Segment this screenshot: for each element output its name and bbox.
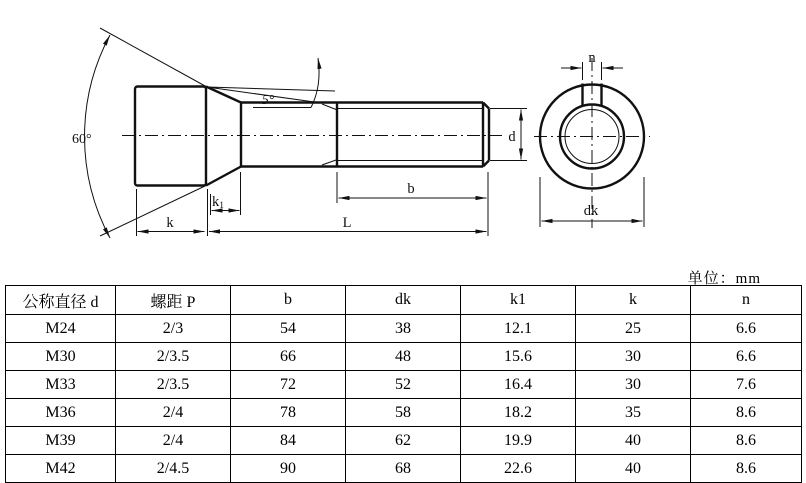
column-header-diameter: 公称直径 d bbox=[6, 286, 116, 315]
tip-chamfer bbox=[483, 103, 489, 167]
cone-construction-line-top bbox=[100, 28, 206, 87]
table-cell: 58 bbox=[346, 399, 461, 427]
table-cell: 8.6 bbox=[691, 455, 802, 483]
table-row bbox=[6, 427, 802, 455]
table-cell: 18.2 bbox=[461, 399, 576, 427]
table-cell: 68 bbox=[346, 455, 461, 483]
table-cell: 25 bbox=[576, 315, 691, 343]
thread-minor-lines bbox=[337, 109, 483, 161]
table-cell: M39 bbox=[6, 427, 116, 455]
table-cell: 38 bbox=[346, 315, 461, 343]
table-cell: 30 bbox=[576, 371, 691, 399]
table-cell: M42 bbox=[6, 455, 116, 483]
table-cell: 2/3.5 bbox=[116, 343, 231, 371]
dim-label-k1 bbox=[212, 194, 224, 211]
table-cell: 52 bbox=[346, 371, 461, 399]
table-cell: 2/4 bbox=[116, 399, 231, 427]
dim-label-b: b bbox=[407, 181, 415, 197]
table-cell: 78 bbox=[231, 399, 346, 427]
dim-label-d: d bbox=[508, 129, 516, 145]
table-row bbox=[6, 399, 802, 427]
taper-angle-label: 5° bbox=[262, 92, 275, 107]
column-header-n: n bbox=[691, 286, 802, 315]
table-cell: 8.6 bbox=[691, 399, 802, 427]
extension-lines bbox=[137, 109, 528, 237]
dimension-labels bbox=[72, 50, 599, 231]
table-cell: 2/3 bbox=[116, 315, 231, 343]
cone-construction-line-bottom bbox=[100, 186, 206, 237]
table-cell: M30 bbox=[6, 343, 116, 371]
table-cell: 35 bbox=[576, 399, 691, 427]
dim-label-k: k bbox=[166, 215, 174, 231]
table-row bbox=[6, 371, 802, 399]
bolt-side-view bbox=[85, 28, 502, 238]
table-cell: 62 bbox=[346, 427, 461, 455]
table-cell: 30 bbox=[576, 343, 691, 371]
table-cell: 84 bbox=[231, 427, 346, 455]
column-header-k: k bbox=[576, 286, 691, 315]
column-header-b: b bbox=[231, 286, 346, 315]
table-cell: 72 bbox=[231, 371, 346, 399]
table-cell: 12.1 bbox=[461, 315, 576, 343]
header-row bbox=[6, 286, 802, 315]
units-note: 单位：mm bbox=[687, 271, 761, 287]
table-cell: 6.6 bbox=[691, 343, 802, 371]
shaft-outline bbox=[241, 103, 483, 167]
table-cell: M36 bbox=[6, 399, 116, 427]
table-cell: M33 bbox=[6, 371, 116, 399]
thread-runout-marks bbox=[322, 104, 336, 165]
table-cell: 54 bbox=[231, 315, 346, 343]
table-cell: 48 bbox=[346, 343, 461, 371]
dim-label-n: n bbox=[588, 50, 596, 66]
table-cell: 66 bbox=[231, 343, 346, 371]
table-row bbox=[6, 315, 802, 343]
k1-subscript: 1 bbox=[219, 201, 224, 211]
table-cell: 8.6 bbox=[691, 427, 802, 455]
table-cell: M24 bbox=[6, 315, 116, 343]
dim-label-dk: dk bbox=[583, 203, 599, 219]
side-view-dimensions bbox=[137, 109, 528, 237]
table-cell: 22.6 bbox=[461, 455, 576, 483]
table-cell: 2/4.5 bbox=[116, 455, 231, 483]
table-cell: 7.6 bbox=[691, 371, 802, 399]
table-cell: 90 bbox=[231, 455, 346, 483]
column-header-pitch: 螺距 P bbox=[116, 286, 231, 315]
dim-label-L: L bbox=[342, 215, 352, 231]
k1-base: k bbox=[212, 194, 220, 210]
spec-table bbox=[5, 285, 802, 483]
table-cell: 40 bbox=[576, 427, 691, 455]
table-cell: 40 bbox=[576, 455, 691, 483]
table-row bbox=[6, 455, 802, 483]
taper-angle-arc bbox=[311, 58, 319, 108]
table-cell: 6.6 bbox=[691, 315, 802, 343]
column-header-dk: dk bbox=[346, 286, 461, 315]
head-angle-label: 60° bbox=[72, 132, 92, 147]
table-cell: 16.4 bbox=[461, 371, 576, 399]
table-row bbox=[6, 343, 802, 371]
table-cell: 15.6 bbox=[461, 343, 576, 371]
table-cell: 2/4 bbox=[116, 427, 231, 455]
table-cell: 2/3.5 bbox=[116, 371, 231, 399]
table-cell: 19.9 bbox=[461, 427, 576, 455]
column-header-k1: k1 bbox=[461, 286, 576, 315]
